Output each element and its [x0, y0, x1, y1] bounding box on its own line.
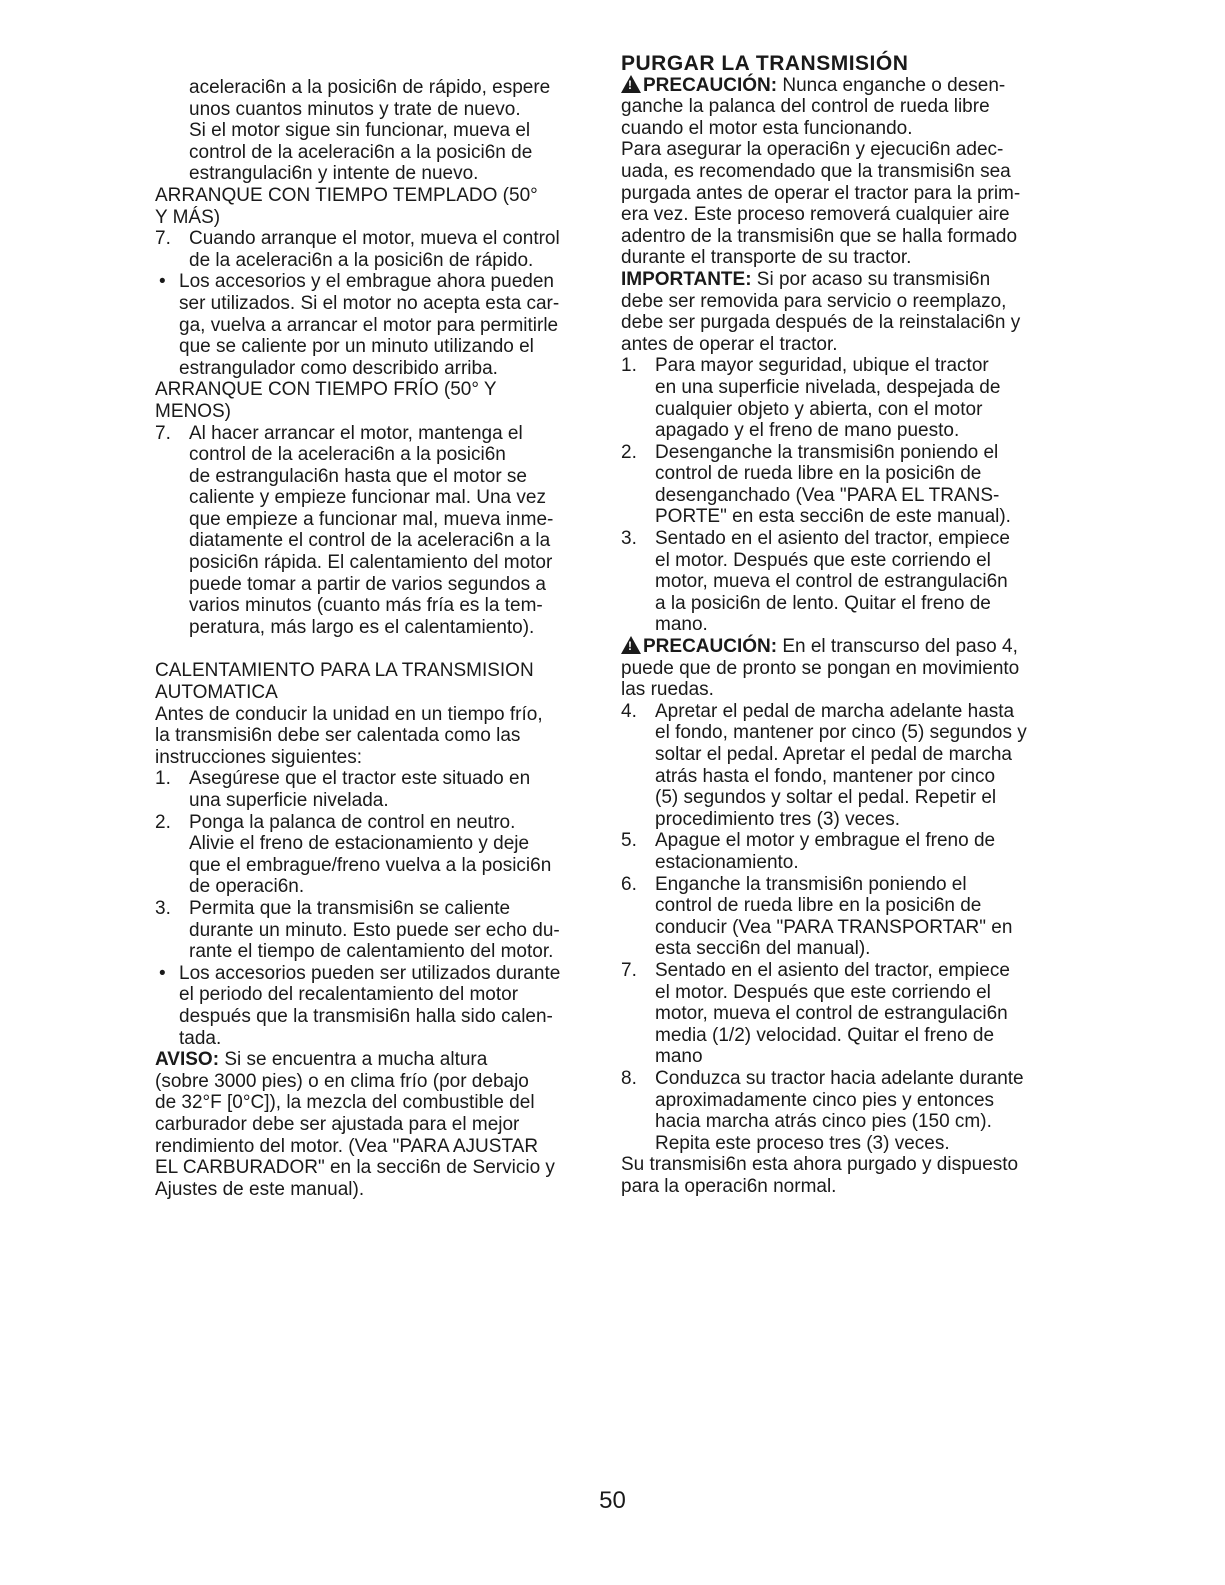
cold-start-heading — [155, 379, 595, 422]
text-line: control de la aceleraci6n a la posici6n — [189, 444, 506, 466]
text-line: era vez. Este proceso removerá cualquier aire — [621, 204, 1010, 226]
text-line: aceleraci6n a la posici6n de rápido, espere — [189, 77, 551, 98]
text-line — [621, 636, 1061, 658]
text-line: el periodo del recalentamiento del motor — [179, 984, 519, 1006]
purge-step-8 — [621, 1068, 1061, 1154]
text-line: Su transmisi6n esta ahora purgado y dispuesto — [621, 1154, 1019, 1176]
text-line: estrangulador como describido arriba. — [179, 357, 498, 379]
heading-line: CALENTAMIENTO PARA LA TRANSMISION — [155, 660, 534, 682]
text-line: debe ser purgada después de la reinstalaci6n y — [621, 312, 1021, 334]
text-line: aproximadamente cinco pies y entonces — [655, 1089, 995, 1111]
step-number: 6. — [621, 873, 637, 895]
cold-step-7 — [155, 423, 595, 639]
text-line: esta secci6n del manual). — [655, 938, 871, 960]
text-line: unos cuantos minutos y trate de nuevo. — [189, 98, 521, 120]
caution-text: En el transcurso del paso 4, — [777, 636, 1018, 658]
text-line — [155, 1049, 595, 1071]
text-line: a la posici6n de lento. Quitar el freno de — [655, 592, 991, 614]
important-note — [621, 269, 1061, 355]
text-line: Alivie el freno de estacionamiento y deje — [189, 833, 530, 855]
text-line: el fondo, mantener por cinco (5) segundos y — [655, 722, 1027, 744]
step-number: 7. — [155, 228, 171, 250]
caution-text: Nunca enganche o desen- — [777, 74, 1006, 96]
step-number: 2. — [155, 811, 171, 833]
warm-step-7 — [155, 228, 595, 271]
text-line: Sentado en el asiento del tractor, empiece — [655, 959, 1010, 981]
important-text: Si por acaso su transmisi6n — [751, 268, 991, 290]
text-line: peratura, más largo es el calentamiento). — [189, 616, 535, 638]
text-line: puede que de pronto se pongan en movimiento — [621, 657, 1020, 679]
warm-start-heading — [155, 185, 595, 228]
caution-note-2 — [621, 636, 1061, 701]
purge-intro — [621, 139, 1061, 269]
purge-step-7 — [621, 960, 1061, 1068]
aviso-text: Si se encuentra a mucha altura — [219, 1049, 488, 1071]
closing-paragraph — [621, 1154, 1061, 1197]
text-line: purgada antes de operar el tractor para la prim- — [621, 182, 1021, 204]
text-line: las ruedas. — [621, 679, 714, 701]
step-number: 1. — [155, 768, 171, 790]
purge-step-2 — [621, 442, 1061, 528]
bullet-icon: • — [159, 962, 166, 984]
text-line: Asegúrese que el tractor este situado en — [189, 768, 531, 790]
text-line: rante el tiempo de calentamiento del motor. — [189, 941, 554, 963]
text-line: de operaci6n. — [189, 876, 305, 898]
text-line: adentro de la transmisi6n que se halla formado — [621, 225, 1018, 247]
heading-line: ARRANQUE CON TIEMPO FRÍO (50° Y — [155, 379, 497, 401]
text-line: Ajustes de este manual). — [155, 1178, 365, 1200]
text-line: conducir (Vea "PARA TRANSPORTAR" en — [655, 916, 1013, 938]
text-line: hacia marcha atrás cinco pies (150 cm). — [655, 1111, 992, 1133]
text-line: media (1/2) velocidad. Quitar el freno de — [655, 1024, 995, 1046]
text-line: motor, mueva el control de estrangulaci6n — [655, 571, 1008, 593]
aviso-note — [155, 1049, 595, 1200]
text-line: control de rueda libre en la posici6n de — [655, 895, 982, 917]
right-column — [621, 53, 1061, 1197]
text-line: (sobre 3000 pies) o en clima frío (por debajo — [155, 1070, 529, 1092]
text-line: soltar el pedal. Apretar el pedal de marcha — [655, 744, 1012, 765]
text-line: motor, mueva el control de estrangulaci6n — [655, 1003, 1008, 1025]
warm-bullet — [155, 271, 595, 379]
heading-line: AUTOMATICA — [155, 682, 278, 704]
heading-line: ARRANQUE CON TIEMPO TEMPLADO (50° — [155, 184, 538, 206]
text-line: durante el transporte de su tractor. — [621, 247, 912, 269]
text-line: estrangulaci6n y intente de nuevo. — [189, 163, 479, 185]
transmission-step-2 — [155, 812, 595, 898]
text-line: atrás hasta el fondo, mantener por cinco — [655, 765, 996, 787]
transmission-step-1 — [155, 768, 595, 811]
step-number: 2. — [621, 441, 637, 463]
text-line: Apague el motor y embrague el freno de — [655, 830, 996, 852]
text-line: Antes de conducir la unidad en un tiempo frío, — [155, 703, 543, 725]
transmission-bullet — [155, 963, 595, 1049]
warning-icon — [621, 75, 641, 93]
transmission-step-3 — [155, 898, 595, 963]
important-label: IMPORTANTE: — [621, 268, 752, 290]
text-line: ganche la palanca del control de rueda libre — [621, 96, 990, 118]
text-line: Al hacer arrancar el motor, mantenga el — [189, 422, 523, 444]
text-line: que el embrague/freno vuelva a la posici6n — [189, 854, 552, 876]
text-line: que se caliente por un minuto utilizando el — [179, 336, 534, 358]
step-number: 3. — [155, 897, 171, 919]
text-line: control de rueda libre en la posici6n de — [655, 463, 982, 485]
text-line: Cuando arranque el motor, mueva el control — [189, 228, 560, 250]
text-line: (5) segundos y soltar el pedal. Repetir el — [655, 787, 997, 809]
step-number: 8. — [621, 1067, 637, 1089]
text-line: desenganchado (Vea "PARA EL TRANS- — [655, 484, 1000, 506]
text-line: posici6n rápida. El calentamiento del motor — [189, 552, 553, 574]
purge-step-1 — [621, 355, 1061, 441]
caution-label: PRECAUCIÓN: — [643, 74, 778, 96]
text-line: Enganche la transmisi6n poniendo el — [655, 873, 967, 895]
text-line: en una superficie nivelada, despejada de — [655, 376, 1001, 398]
text-line: PORTE" en esta secci6n de este manual). — [655, 506, 1011, 528]
text-line: Conduzca su tractor hacia adelante durante — [655, 1067, 1024, 1089]
text-line: Ponga la palanca de control en neutro. — [189, 811, 516, 833]
text-line: que empieze a funcionar mal, mueva inme- — [189, 508, 554, 530]
aviso-label: AVISO: — [155, 1049, 220, 1071]
text-line: puede tomar a partir de varios segundos a — [189, 573, 546, 595]
text-line: Los accesorios y el embrague ahora pueden — [179, 271, 554, 293]
text-line: Desenganche la transmisi6n poniendo el — [655, 441, 999, 463]
text-line: carburador debe ser ajustada para el mejor — [155, 1113, 520, 1135]
text-line: cualquier objeto y abierta, con el motor — [655, 398, 983, 420]
heading-line: Y MÁS) — [155, 206, 221, 228]
text-line: la transmisi6n debe ser calentada como las — [155, 725, 521, 747]
transmission-warmup-intro — [155, 704, 595, 769]
text-line: de la aceleraci6n a la posici6n de rápido. — [189, 249, 534, 271]
text-line: control de la aceleraci6n a la posici6n de — [189, 141, 533, 163]
text-line: Los accesorios pueden ser utilizados durante — [179, 962, 561, 984]
text-line: Sentado en el asiento del tractor, empiece — [655, 528, 1010, 550]
text-line: Repita este proceso tres (3) veces. — [655, 1132, 950, 1154]
text-line: Permita que la transmisi6n se caliente — [189, 897, 511, 919]
purge-step-4 — [621, 701, 1061, 831]
text-line: EL CARBURADOR" en la secci6n de Servicio y — [155, 1157, 555, 1179]
caution-note-1 — [621, 75, 1061, 140]
text-line: debe ser removida para servicio o reemplazo, — [621, 290, 1007, 312]
step-number: 1. — [621, 355, 637, 377]
intro-paragraph — [155, 77, 595, 185]
text-line: Si el motor sigue sin funcionar, mueva el — [189, 120, 531, 142]
text-line: para la operaci6n normal. — [621, 1175, 837, 1197]
text-line: rendimiento del motor. (Vea "PARA AJUSTAR — [155, 1135, 539, 1157]
transmission-warmup-heading — [155, 660, 595, 703]
text-line: cuando el motor esta funcionando. — [621, 117, 913, 139]
step-number: 4. — [621, 700, 637, 722]
text-line: instrucciones siguientes: — [155, 746, 362, 768]
text-line: de estrangulaci6n hasta que el motor se — [189, 465, 527, 487]
text-line — [621, 75, 1061, 97]
text-line: caliente y empieze funcionar mal. Una vez — [189, 487, 546, 509]
text-line: varios minutos (cuanto más fría es la tem- — [189, 595, 543, 617]
text-line: durante un minuto. Esto puede ser echo du- — [189, 919, 560, 941]
text-line: antes de operar el tractor. — [621, 333, 838, 355]
text-line: mano. — [655, 614, 708, 636]
section-title: PURGAR LA TRANSMISIÓN — [621, 52, 909, 75]
text-line: diatamente el control de la aceleraci6n a la — [189, 530, 551, 552]
purge-step-6 — [621, 874, 1061, 960]
step-number: 5. — [621, 830, 637, 852]
text-line: procedimiento tres (3) veces. — [655, 808, 900, 830]
text-line: Apretar el pedal de marcha adelante hasta — [655, 700, 1015, 722]
text-line: tada. — [179, 1027, 222, 1049]
caution-label: PRECAUCIÓN: — [643, 636, 778, 658]
text-line: estacionamiento. — [655, 851, 799, 873]
text-line: después que la transmisi6n halla sido calen- — [179, 1005, 553, 1027]
step-number: 7. — [155, 422, 171, 444]
text-line: Para asegurar la operaci6n y ejecuci6n adec- — [621, 139, 1004, 161]
left-column — [155, 77, 595, 1200]
text-line: una superficie nivelada. — [189, 790, 389, 811]
step-number: 3. — [621, 528, 637, 550]
purge-step-5 — [621, 830, 1061, 873]
page-number: 50 — [599, 1487, 626, 1514]
text-line: de 32°F [0°C]), la mezcla del combustible del — [155, 1092, 535, 1114]
text-line: ga, vuelva a arrancar el motor para permitirle — [179, 314, 559, 336]
text-line: ser utilizados. Si el motor no acepta esta car- — [179, 292, 560, 314]
text-line: Para mayor seguridad, ubique el tractor — [655, 355, 989, 377]
text-line: el motor. Después que este corriendo el — [655, 981, 991, 1003]
bullet-icon: • — [159, 271, 166, 293]
text-line: el motor. Después que este corriendo el — [655, 549, 991, 571]
text-line: uada, es recomendado que la transmisi6n sea — [621, 160, 1011, 182]
heading-line: MENOS) — [155, 400, 231, 422]
text-line: apagado y el freno de mano puesto. — [655, 420, 960, 442]
text-line: mano — [655, 1046, 703, 1068]
text-line — [621, 269, 1061, 291]
warning-icon — [621, 636, 641, 654]
purge-step-3 — [621, 528, 1061, 636]
step-number: 7. — [621, 959, 637, 981]
